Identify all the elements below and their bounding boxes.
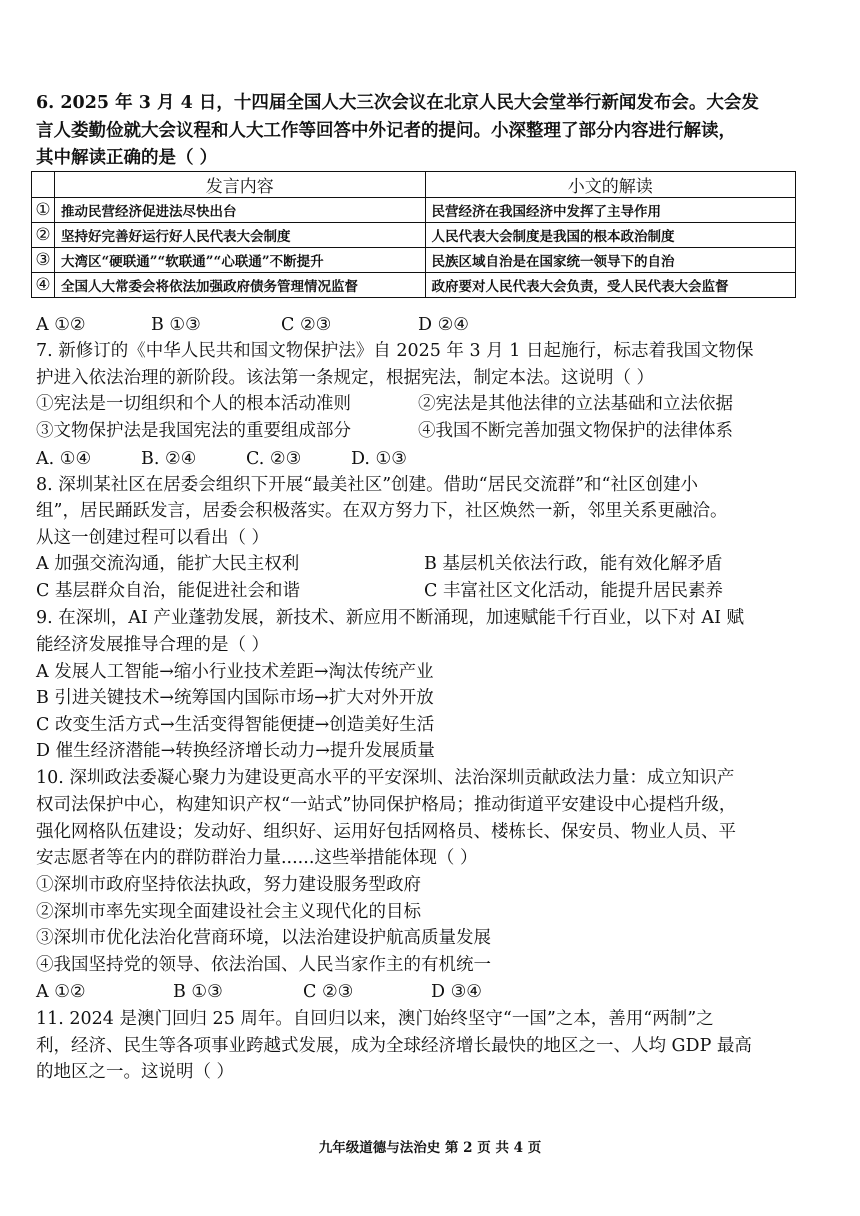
q8-option-b: B 基层机关依法行政，能有效化解矛盾 — [424, 554, 723, 574]
q10-line-2: 权司法保护中心，构建知识产权“一站式”协同保护格局；推动街道平安建设中心提档升级， — [36, 795, 737, 815]
q10-statement-2: ②深圳市率先实现全面建设社会主义现代化的目标 — [36, 902, 421, 922]
q11-line-2: 利，经济、民生等各项事业跨越式发展，成为全球经济增长最快的地区之一、人均 GDP 最高 — [36, 1036, 752, 1056]
option-a: A ①② — [36, 315, 86, 335]
q8-line-1: 8. 深圳某社区在居委会组织下开展“最美社区”创建。借助“居民交流群”和“社区创建小 — [36, 475, 698, 495]
q10-statement-1: ①深圳市政府坚持依法执政，努力建设服务型政府 — [36, 875, 421, 895]
table-corner-cell — [32, 172, 55, 198]
q8-option-a: A 加强交流沟通，能扩大民主权利 — [36, 554, 300, 574]
row-content: 推动民营经济促进法尽快出台 — [55, 198, 426, 223]
row-content: 大湾区“硬联通”“软联通”“心联通”不断提升 — [55, 248, 426, 273]
q7-statement-3: ③文物保护法是我国宪法的重要组成部分 — [36, 421, 351, 441]
q9-option-a: A 发展人工智能→缩小行业技术差距→淘汰传统产业 — [36, 662, 434, 682]
q9-line-1: 9. 在深圳，AI 产业蓬勃发展，新技术、新应用不断涌现，加速赋能千行百业，以下对 AI 赋 — [36, 608, 745, 628]
option-d: D ②④ — [418, 315, 469, 335]
option-a: A. ①④ — [36, 449, 92, 469]
option-b: B ①③ — [173, 982, 223, 1002]
q9-option-c: C 改变生活方式→生活变得智能便捷→创造美好生活 — [36, 715, 435, 735]
q7-statement-4: ④我国不断完善加强文物保护的法律体系 — [418, 421, 733, 441]
q11-line-1: 11. 2024 是澳门回归 25 周年。自回归以来，澳门始终坚守“一国”之本，善用“两制”之 — [36, 1009, 714, 1029]
header-reading: 小文的解读 — [425, 172, 796, 198]
row-number: ② — [32, 223, 55, 248]
q7-line-1: 7. 新修订的《中华人民共和国文物保护法》自 2025 年 3 月 1 日起施行，标志着我国文物保 — [36, 341, 754, 361]
q6-table — [31, 171, 796, 298]
q9-line-2: 能经济发展推导合理的是（ ） — [36, 635, 270, 655]
option-c: C ②③ — [303, 982, 354, 1002]
q7-line-2: 护进入依法治理的新阶段。该法第一条规定，根据宪法，制定本法。这说明（ ） — [36, 368, 655, 388]
header-content: 发言内容 — [55, 172, 426, 198]
row-content: 全国人大常委会将依法加强政府债务管理情况监督 — [55, 273, 426, 298]
option-d: D ③④ — [431, 982, 482, 1002]
q11-line-3: 的地区之一。这说明（ ） — [36, 1062, 235, 1082]
table-row — [32, 223, 796, 248]
q6-line-1: 6. 2025 年 3 月 4 日，十四届全国人大三次会议在北京人民大会堂举行新闻发布会。大会发 — [36, 93, 759, 113]
q6-line-3: 其中解读正确的是（ ） — [36, 148, 218, 168]
row-reading: 民族区域自治是在国家统一领导下的自治 — [425, 248, 796, 273]
q8-line-3: 从这一创建过程可以看出（ ） — [36, 528, 270, 548]
option-c: C. ②③ — [246, 449, 302, 469]
row-reading: 人民代表大会制度是我国的根本政治制度 — [425, 223, 796, 248]
q10-statement-3: ③深圳市优化法治化营商环境，以法治建设护航高质量发展 — [36, 928, 491, 948]
row-number: ① — [32, 198, 55, 223]
q8-option-d: C 丰富社区文化活动，能提升居民素养 — [424, 581, 723, 601]
q6-options — [36, 314, 469, 336]
table-row — [32, 198, 796, 223]
option-b: B. ②④ — [141, 449, 197, 469]
q10-statement-4: ④我国坚持党的领导、依法治国、人民当家作主的有机统一 — [36, 955, 491, 975]
q10-line-1: 10. 深圳政法委凝心聚力为建设更高水平的平安深圳、法治深圳贡献政法力量：成立知识产 — [36, 768, 735, 788]
row-content: 坚持好完善好运行好人民代表大会制度 — [55, 223, 426, 248]
row-number: ③ — [32, 248, 55, 273]
q9-option-b: B 引进关键技术→统筹国内国际市场→扩大对外开放 — [36, 688, 434, 708]
row-reading: 政府要对人民代表大会负责，受人民代表大会监督 — [425, 273, 796, 298]
option-b: B ①③ — [151, 315, 201, 335]
q10-line-3: 强化网格队伍建设；发动好、组织好、运用好包括网格员、楼栋长、保安员、物业人员、平 — [36, 822, 736, 842]
q10-options — [36, 981, 482, 1003]
q8-line-2: 组”，居民踊跃发言，居委会积极落实。在双方努力下，社区焕然一新，邻里关系更融洽。 — [36, 501, 728, 521]
row-reading: 民营经济在我国经济中发挥了主导作用 — [425, 198, 796, 223]
page-footer: 九年级道德与法治史 第 2 页 共 4 页 — [318, 1140, 542, 1156]
q6-line-2: 言人娄勤俭就大会议程和人大工作等回答中外记者的提问。小深整理了部分内容进行解读， — [36, 121, 736, 141]
q7-options — [36, 448, 407, 470]
option-a: A ①② — [36, 982, 86, 1002]
q7-statement-1: ①宪法是一切组织和个人的根本活动准则 — [36, 394, 351, 414]
row-number: ④ — [32, 273, 55, 298]
q10-line-4: 安志愿者等在内的群防群治力量......这些举措能体现（ ） — [36, 848, 478, 868]
option-c: C ②③ — [281, 315, 332, 335]
table-row — [32, 273, 796, 298]
q6-table-header — [32, 172, 796, 198]
q7-statement-2: ②宪法是其他法律的立法基础和立法依据 — [418, 394, 733, 414]
table-row — [32, 248, 796, 273]
q9-option-d: D 催生经济潜能→转换经济增长动力→提升发展质量 — [36, 741, 435, 761]
option-d: D. ①③ — [351, 449, 407, 469]
q8-option-c: C 基层群众自治，能促进社会和谐 — [36, 581, 300, 601]
